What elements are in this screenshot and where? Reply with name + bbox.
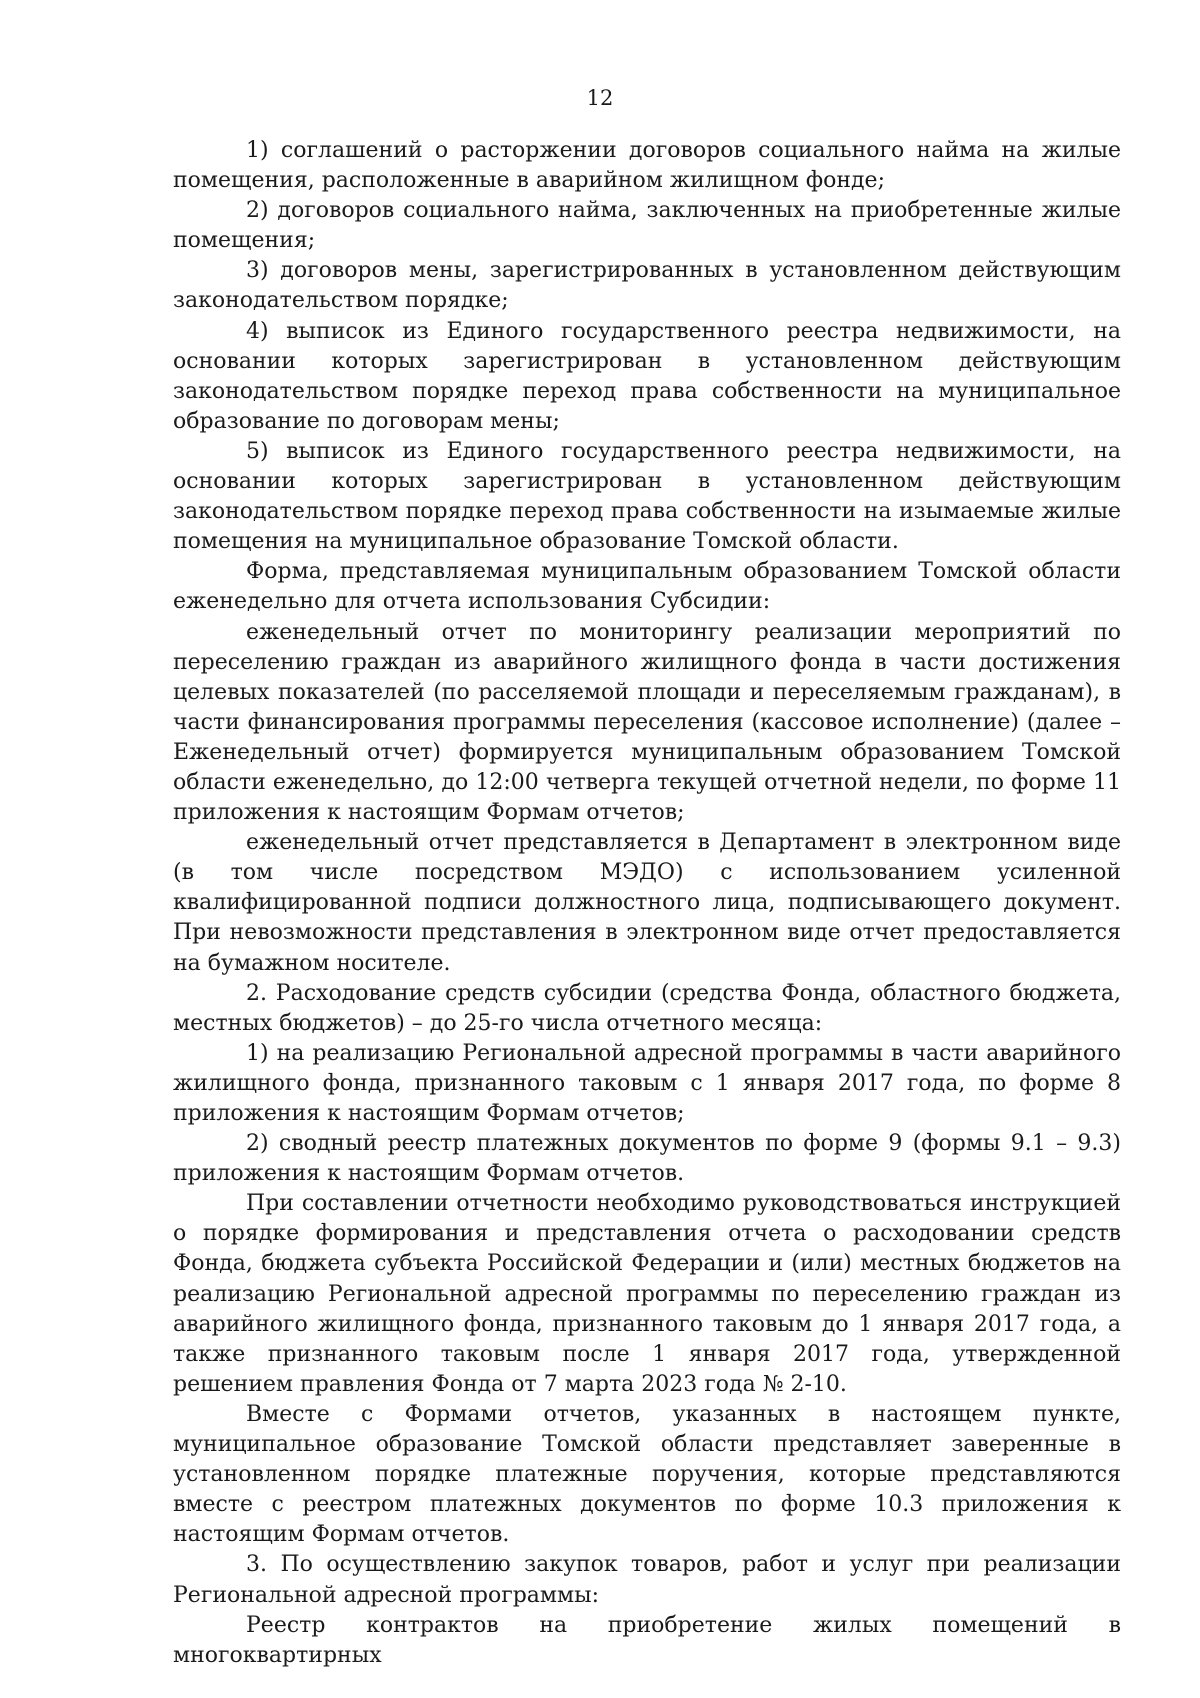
paragraph: 3. По осуществлению закупок товаров, работ и услуг при реализации Региональной адресной программы: — [173, 1552, 1121, 1608]
page-number: 12 — [586, 86, 614, 110]
paragraph: При составлении отчетности необходимо руководствоваться инструкцией о порядке формирования и представления отчета о расходовании средств Фонда, бюджета субъекта Российской Федерации и (или) местных бюджетов на реализацию Региональной адресной программы по переселению граждан из аварийного жилищного фонда, признанного таковым до 1 января 2017 года, а также признанного таковым после 1 января 2017 года, утвержденной решением правления Фонда от 7 марта 2023 года № 2-10. — [173, 1191, 1121, 1397]
paragraph: 2. Расходование средств субсидии (средства Фонда, областного бюджета, местных бюджетов) – до 25-го числа отчетного месяца: — [173, 980, 1121, 1036]
paragraph: Реестр контрактов на приобретение жилых помещений в многоквартирных — [173, 1612, 1121, 1668]
paragraph: еженедельный отчет представляется в Департамент в электронном виде (в том числе посредством МЭДО) с использованием усиленной квалифицированной подписи должностного лица, подписывающего документ. При невозможности представления в электронном виде отчет предоставляется на бумажном носителе. — [173, 830, 1121, 976]
paragraph: еженедельный отчет по мониторингу реализации мероприятий по переселению граждан из аварийного жилищного фонда в части достижения целевых показателей (по расселяемой площади и переселяемым гражданам), в части финансирования программы переселения (кассовое исполнение) (далее – Еженедельный отчет) формируется муниципальным образованием Томской области еженедельно, до 12:00 четверга текущей отчетной недели, по форме 11 приложения к настоящим Формам отчетов; — [173, 619, 1121, 826]
paragraph: 4) выписок из Единого государственного реестра недвижимости, на основании которых зарегистрирован в установленном действующим законодательством порядке переход права собственности на муниципальное образование по договорам мены; — [173, 318, 1121, 434]
paragraph: 2) сводный реестр платежных документов по форме 9 (формы 9.1 – 9.3) приложения к настоящим Формам отчетов. — [173, 1131, 1121, 1187]
paragraph: 1) на реализацию Региональной адресной программы в части аварийного жилищного фонда, признанного таковым с 1 января 2017 года, по форме 8 приложения к настоящим Формам отчетов; — [173, 1040, 1121, 1126]
paragraph: 2) договоров социального найма, заключенных на приобретенные жилые помещения; — [173, 198, 1121, 254]
paragraph: Форма, представляемая муниципальным образованием Томской области еженедельно для отчета использования Субсидии: — [173, 559, 1121, 615]
paragraph: 1) соглашений о расторжении договоров социального найма на жилые помещения, расположенные в аварийном жилищном фонде; — [173, 138, 1121, 194]
paragraph: 3) договоров мены, зарегистрированных в установленном действующим законодательством порядке; — [173, 258, 1121, 314]
paragraph: 5) выписок из Единого государственного реестра недвижимости, на основании которых зарегистрирован в установленном действующим законодательством порядке переход права собственности на изымаемые жилые помещения на муниципальное образование Томской области. — [173, 438, 1121, 555]
document-body — [173, 136, 1121, 1671]
paragraph: Вместе с Формами отчетов, указанных в настоящем пункте, муниципальное образование Томской области представляет заверенные в установленном порядке платежные поручения, которые представляются вместе с реестром платежных документов по форме 10.3 приложения к настоящим Формам отчетов. — [173, 1401, 1121, 1548]
